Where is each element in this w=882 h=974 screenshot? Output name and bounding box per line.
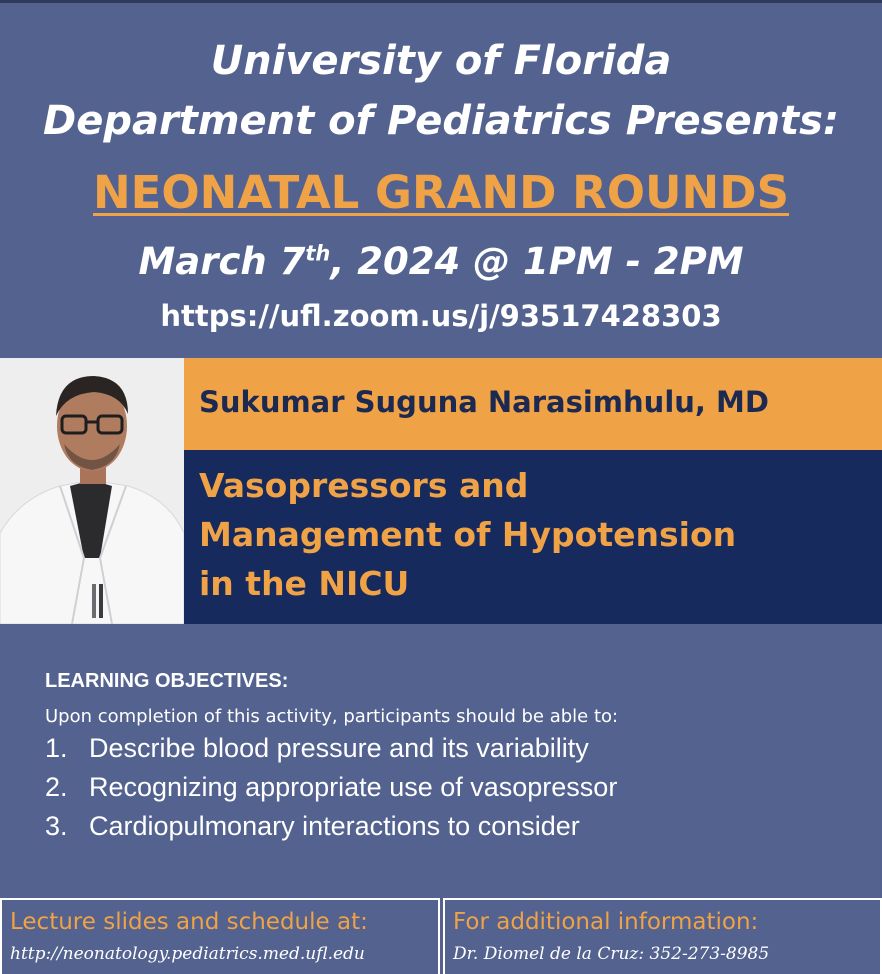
contact-info-box: [443, 898, 882, 974]
contact-phone: Dr. Diomel de la Cruz: 352-273-8985: [453, 944, 770, 964]
speaker-name: Sukumar Suguna Narasimhulu, MD: [199, 385, 769, 419]
objective-text: Cardiopulmonary interactions to consider: [89, 811, 580, 841]
topic-line-1: Vasopressors and: [199, 466, 529, 505]
objective-text: Recognizing appropriate use of vasopressor: [89, 772, 618, 802]
contact-info-title: For additional information:: [453, 909, 759, 935]
objective-number: 3.: [45, 811, 68, 841]
topic-line-3: in the NICU: [199, 564, 410, 603]
event-date: [0, 240, 882, 283]
department-presents: Department of Pediatrics Presents:: [43, 98, 839, 144]
event-title-text: NEONATAL GRAND ROUNDS: [93, 166, 789, 219]
objective-number: 2.: [45, 772, 68, 802]
top-border: [0, 0, 882, 3]
objective-item: [45, 811, 580, 842]
lecture-slides-box: [0, 898, 440, 974]
objective-text: Describe blood pressure and its variability: [89, 733, 589, 763]
date-time: , 2024 @ 1PM - 2PM: [330, 240, 744, 283]
speaker-photo: [0, 358, 186, 624]
topic-line-2: Management of Hypotension: [199, 515, 737, 554]
objective-item: [45, 733, 589, 764]
objective-item: [45, 772, 617, 803]
objectives-heading: LEARNING OBJECTIVES:: [45, 670, 289, 692]
speaker-portrait-icon: [0, 358, 186, 624]
neonatology-link[interactable]: http://neonatology.pediatrics.med.ufl.edu: [10, 944, 365, 964]
date-ordinal: th: [305, 241, 331, 266]
objectives-intro: Upon completion of this activity, participants should be able to:: [45, 706, 619, 727]
event-title: [0, 166, 882, 219]
objective-number: 1.: [45, 733, 68, 763]
zoom-link[interactable]: https://ufl.zoom.us/j/93517428303: [160, 299, 722, 333]
date-main: March 7: [138, 240, 306, 283]
university-name: University of Florida: [210, 38, 672, 84]
lecture-slides-title: Lecture slides and schedule at:: [10, 909, 368, 935]
